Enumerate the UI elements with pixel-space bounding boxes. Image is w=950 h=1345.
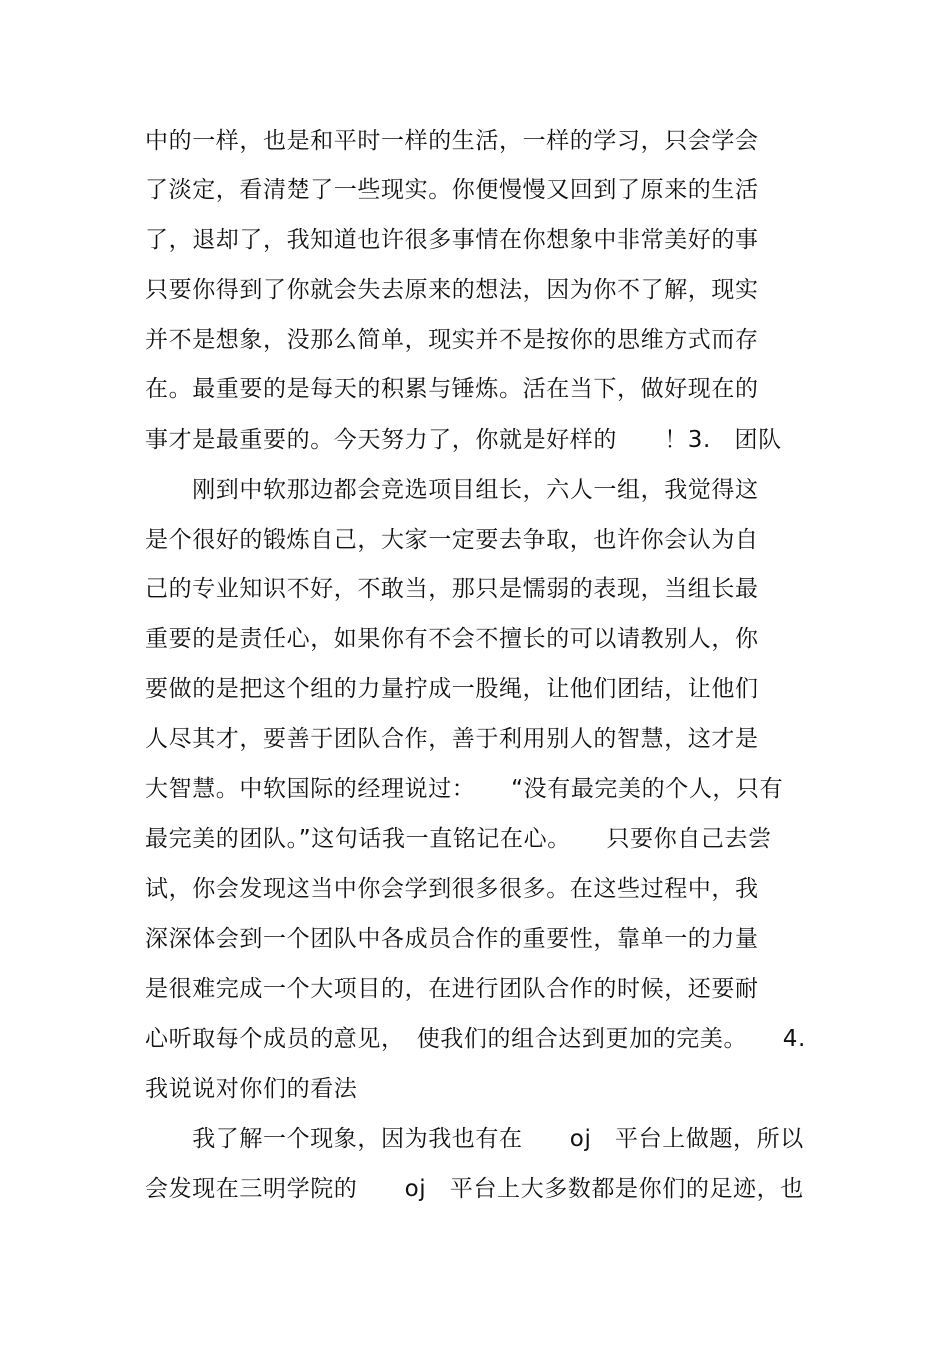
text-line: 了，退却了，我知道也许很多事情在你想象中非常美好的事 (145, 227, 759, 253)
text-line: 并不是想象，没那么简单，现实并不是按你的思维方式而存 (145, 327, 759, 353)
text-line: 最完美的团队。”这句话我一直铭记在心。 只要你自己去尝 (145, 826, 772, 852)
text-line: 我了解一个现象，因为我也有在 oj 平台上做题，所以 (145, 1126, 804, 1152)
text-line: 要做的是把这个组的力量拧成一股绳，让他们团结，让他们 (145, 676, 759, 702)
text-line: 刚到中软那边都会竞选项目组长，六人一组，我觉得这 (145, 477, 759, 503)
text-line: 只要你得到了你就会失去原来的想法，因为你不了解，现实 (145, 277, 759, 303)
text-line: 我说说对你们的看法 (145, 1076, 358, 1102)
text-line: 是个很好的锻炼自己，大家一定要去争取，也许你会认为自 (145, 527, 759, 553)
text-line: 己的专业知识不好，不敢当，那只是懦弱的表现，当组长最 (145, 576, 759, 602)
text-line: 中的一样，也是和平时一样的生活，一样的学习，只会学会 (145, 128, 759, 154)
text-line: 大智慧。中软国际的经理说过： “没有最完美的个人，只有 (145, 776, 784, 802)
text-line: 了淡定，看清楚了一些现实。你便慢慢又回到了原来的生活 (145, 177, 759, 203)
text-line: 是很难完成一个大项目的，在进行团队合作的时候，还要耐 (145, 976, 759, 1002)
text-line: 在。最重要的是每天的积累与锤炼。活在当下，做好现在的 (145, 376, 759, 402)
text-line: 深深体会到一个团队中各成员合作的重要性，靠单一的力量 (145, 926, 759, 952)
text-line: 事才是最重要的。今天努力了，你就是好样的 ！3. 团队 (145, 427, 782, 453)
text-line: 会发现在三明学院的 oj 平台上大多数都是你们的足迹，也 (145, 1176, 804, 1202)
text-line: 重要的是责任心，如果你有不会不擅长的可以请教别人，你 (145, 626, 759, 652)
text-line: 人尽其才，要善于团队合作，善于利用别人的智慧，这才是 (145, 726, 759, 752)
text-line: 试，你会发现这当中你会学到很多很多。在这些过程中，我 (145, 876, 759, 902)
text-line: 心听取每个成员的意见， 使我们的组合达到更加的完美。 4. (145, 1026, 806, 1052)
